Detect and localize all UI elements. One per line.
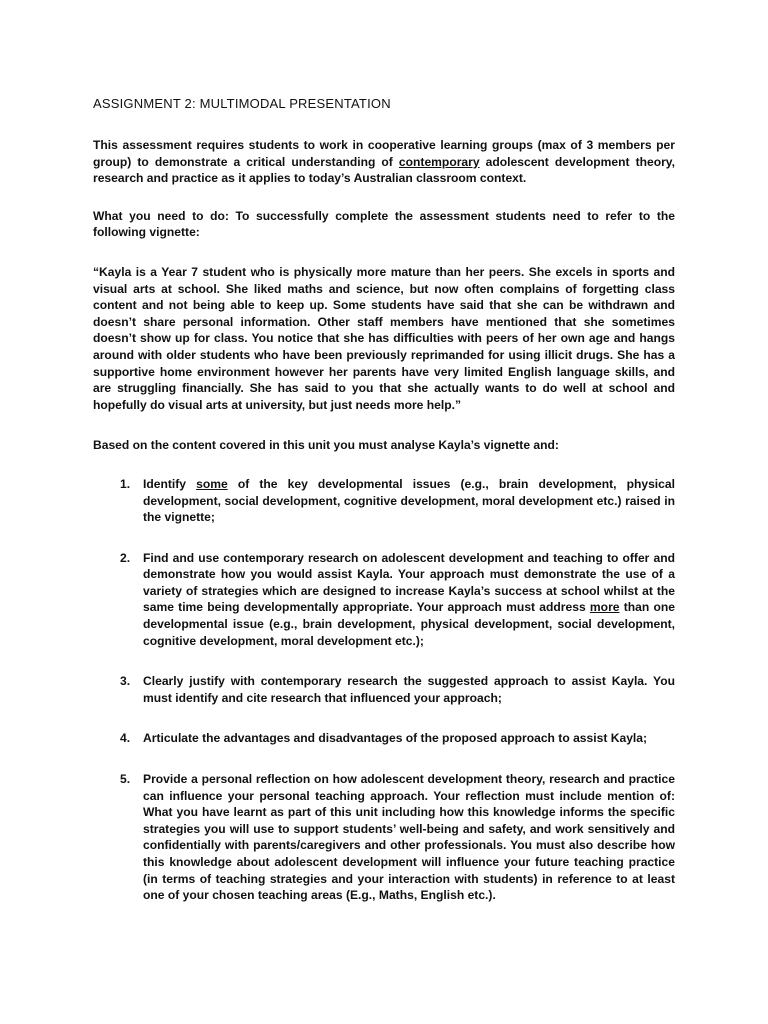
- list-item: [120, 476, 675, 526]
- list-number: 3.: [120, 674, 131, 689]
- list-text: Identify: [143, 476, 197, 491]
- list-item: [120, 730, 675, 747]
- list-number: 5.: [120, 772, 131, 787]
- list-number: 1.: [120, 476, 131, 491]
- task-list: [93, 476, 675, 904]
- list-item: [120, 550, 675, 650]
- list-text: Find and use contemporary research on adolescent development and teaching to offer and demonstrate how you would assist Kayla. Your approach must demonstrate the use of a variety of strategies which are designed to increase Kayla’s success at school whilst at the same time being developmentally appropriate. Your approach must address: [143, 550, 675, 615]
- list-text: Clearly justify with contemporary research the suggested approach to assist Kayla. You must identify and cite research that influenced your approach;: [143, 674, 675, 705]
- todo-paragraph: [93, 208, 675, 241]
- intro-text-1: This assessment requires students to work in cooperative learning groups (max of 3 members per group) to demonstrate a critical understanding of: [93, 138, 675, 169]
- intro-paragraph: [93, 137, 675, 187]
- intro-underlined: contemporary: [398, 154, 480, 169]
- based-on-paragraph: Based on the content covered in this unit you must analyse Kayla’s vignette and:: [93, 438, 559, 453]
- todo-text: To successfully complete the assessment students need to refer to the following vignette:: [93, 208, 675, 240]
- todo-label: What you need to do:: [93, 208, 229, 223]
- list-text: Articulate the advantages and disadvantages of the proposed approach to assist Kayla;: [143, 731, 648, 746]
- list-underlined: more: [589, 600, 620, 615]
- list-number: 4.: [120, 731, 131, 746]
- list-underlined: some: [196, 476, 228, 491]
- list-text: Provide a personal reflection on how adolescent development theory, research and practice can influence your personal teaching approach. Your reflection must include mention of: What you have learnt as part of this unit including how this knowledge informs the specific strategies you will use to support students’ well-being and safety, and work sensitively and confidentially with parents/caregivers and other professionals. You must also describe how this knowledge about adolescent development will influence your future teaching practice (in terms of teaching strategies and your interaction with students) in reference to at least one of your chosen teaching areas (E.g., Maths, English etc.).: [143, 772, 675, 903]
- title-main: MULTIMODAL PRESENTATION: [199, 96, 391, 111]
- vignette-paragraph: “Kayla is a Year 7 student who is physically more mature than her peers. She excels in sports and visual arts at school. She liked maths and science, but now often complains of forgetting class content and not being able to keep up. Some students have said that she can be withdrawn and doesn’t share personal information. Other staff members have mentioned that she sometimes doesn’t show up for class. You notice that she has difficulties with peers of her own age and hangs around with older students who have been previously reprimanded for using illicit drugs. She has a supportive home environment however her parents have very limited English language skills, and are struggling financially. She has said to you that she actually wants to do well at school and hopefully do visual arts at university, but just needs more help.”: [93, 264, 675, 412]
- list-item: [120, 673, 675, 706]
- list-text-post: than one developmental issue (e.g., brain development, physical development, social development, cognitive development, moral development etc.);: [143, 600, 675, 648]
- list-text-post: of the key developmental issues (e.g., brain development, physical development, social development, cognitive development, moral development etc.) raised in the vignette;: [143, 476, 675, 525]
- page-title: [93, 92, 675, 115]
- title-prefix: ASSIGNMENT 2:: [93, 96, 200, 111]
- list-number: 2.: [120, 550, 131, 565]
- intro-text-2: adolescent development theory, research and practice as it applies to today’s Australian classroom context.: [93, 154, 675, 186]
- list-item: [120, 771, 675, 904]
